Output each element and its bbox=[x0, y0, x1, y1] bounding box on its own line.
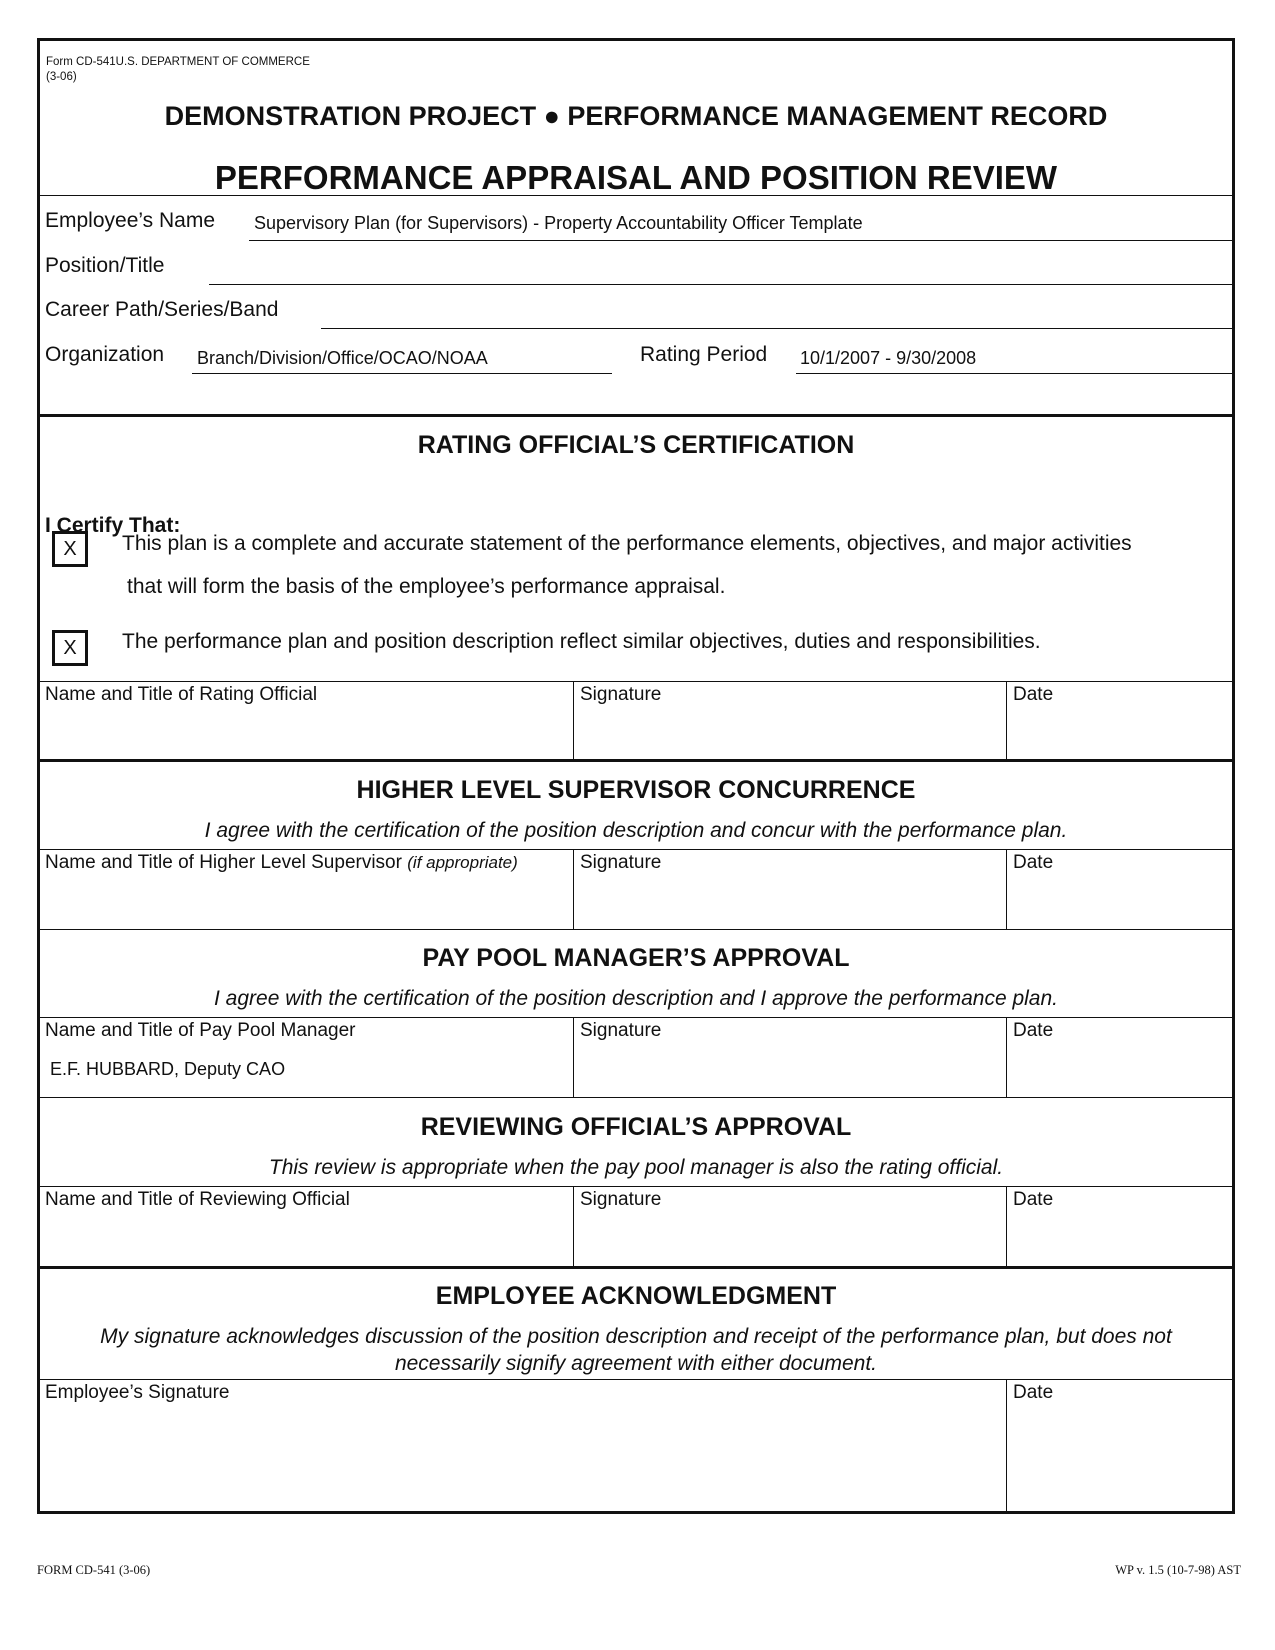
certify-statement-1-line-1: This plan is a complete and accurate statement of the performance elements, objectives, and major activities bbox=[122, 532, 1132, 555]
rating-sig-row-top bbox=[40, 681, 1232, 682]
reviewing-title: REVIEWING OFFICIAL’S APPROVAL bbox=[420, 1113, 852, 1141]
pay-pool-manager-signature-label: Signature bbox=[580, 1020, 662, 1041]
form-title: PERFORMANCE APPRAISAL AND POSITION REVIEW bbox=[214, 159, 1058, 196]
pay-pool-statement: I agree with the certification of the position description and I approve the performance plan. bbox=[214, 987, 1058, 1010]
reviewing-official-date-label: Date bbox=[1013, 1189, 1054, 1210]
reviewing-official-signature-label: Signature bbox=[580, 1189, 662, 1210]
section-divider bbox=[40, 759, 1232, 762]
ack-sig-row-top bbox=[40, 1379, 1232, 1380]
higher-supervisor-signature-label: Signature bbox=[580, 852, 662, 873]
pay-pool-title: PAY POOL MANAGER’S APPROVAL bbox=[422, 944, 850, 972]
review-sig-row-top bbox=[40, 1186, 1232, 1187]
employee-ack-title: EMPLOYEE ACKNOWLEDGMENT bbox=[435, 1282, 837, 1310]
employee-signature-label: Employee’s Signature bbox=[45, 1382, 230, 1403]
pay-pool-manager-name-label: Name and Title of Pay Pool Manager bbox=[45, 1020, 356, 1041]
form-number: Form CD-541U.S. DEPARTMENT OF COMMERCE bbox=[46, 56, 310, 68]
higher-level-title: HIGHER LEVEL SUPERVISOR CONCURRENCE bbox=[356, 776, 916, 804]
employee-name-label: Employee’s Name bbox=[45, 209, 216, 232]
rating-cert-title: RATING OFFICIAL’S CERTIFICATION bbox=[417, 431, 855, 459]
higher-sig-divider-1 bbox=[573, 849, 574, 929]
rating-period-line bbox=[796, 373, 1232, 374]
pay-pool-manager-name-value[interactable]: E.F. HUBBARD, Deputy CAO bbox=[50, 1059, 286, 1079]
paypool-sig-divider-1 bbox=[573, 1017, 574, 1097]
rating-official-signature-label: Signature bbox=[580, 684, 662, 705]
pay-pool-manager-date-label: Date bbox=[1013, 1020, 1054, 1041]
organization-label: Organization bbox=[45, 343, 165, 366]
section-divider bbox=[40, 929, 1232, 930]
certify-checkbox-1[interactable]: X bbox=[52, 531, 88, 567]
rating-period-label: Rating Period bbox=[640, 343, 768, 366]
footer-form-id: FORM CD-541 (3-06) bbox=[37, 1563, 151, 1577]
certify-checkbox-2[interactable]: X bbox=[52, 630, 88, 666]
form-number-block bbox=[46, 55, 310, 85]
section-divider bbox=[40, 1266, 1232, 1269]
higher-sig-row-top bbox=[40, 849, 1232, 850]
higher-supervisor-name-note: (if appropriate) bbox=[407, 853, 518, 872]
rating-sig-divider-1 bbox=[573, 681, 574, 759]
higher-supervisor-name-text: Name and Title of Higher Level Supervisor bbox=[45, 852, 402, 873]
certify-statement-2: The performance plan and position description reflect similar objectives, duties and responsibilities. bbox=[122, 630, 1041, 653]
rating-period-value[interactable]: 10/1/2007 - 9/30/2008 bbox=[800, 348, 977, 368]
reviewing-statement: This review is appropriate when the pay pool manager is also the rating official. bbox=[268, 1156, 1004, 1179]
section-divider bbox=[40, 1097, 1232, 1098]
employee-name-line bbox=[249, 240, 1232, 241]
employee-date-label: Date bbox=[1013, 1382, 1054, 1403]
review-sig-divider-1 bbox=[573, 1186, 574, 1266]
employee-ack-statement: My signature acknowledges discussion of the position description and receipt of the performance plan, but does not necessarily signify agreement with either document. bbox=[100, 1325, 1172, 1375]
header-divider bbox=[40, 195, 1232, 196]
ack-sig-divider bbox=[1006, 1379, 1007, 1511]
position-title-label: Position/Title bbox=[45, 254, 165, 277]
rating-official-date-label: Date bbox=[1013, 684, 1054, 705]
project-title: DEMONSTRATION PROJECT ● PERFORMANCE MANAGEMENT RECORD bbox=[164, 101, 1108, 131]
career-path-label: Career Path/Series/Band bbox=[45, 298, 279, 321]
paypool-sig-row-top bbox=[40, 1017, 1232, 1018]
organization-line bbox=[192, 373, 612, 374]
higher-sig-divider-2 bbox=[1006, 849, 1007, 929]
footer-version: WP v. 1.5 (10-7-98) AST bbox=[1115, 1563, 1241, 1577]
position-title-line bbox=[209, 284, 1232, 285]
review-sig-divider-2 bbox=[1006, 1186, 1007, 1266]
certify-label: I Certify That: bbox=[45, 514, 181, 537]
reviewing-official-name-label: Name and Title of Reviewing Official bbox=[45, 1189, 350, 1210]
rating-official-name-label: Name and Title of Rating Official bbox=[45, 684, 318, 705]
form-revision: (3-06) bbox=[46, 71, 77, 83]
employee-name-value[interactable]: Supervisory Plan (for Supervisors) - Property Accountability Officer Template bbox=[254, 213, 863, 233]
paypool-sig-divider-2 bbox=[1006, 1017, 1007, 1097]
section-divider bbox=[40, 414, 1232, 417]
higher-supervisor-name-label bbox=[45, 852, 518, 874]
organization-value[interactable]: Branch/Division/Office/OCAO/NOAA bbox=[197, 348, 488, 368]
certify-statement-1-line-2: that will form the basis of the employee’s performance appraisal. bbox=[127, 575, 726, 598]
rating-sig-divider-2 bbox=[1006, 681, 1007, 759]
career-path-line bbox=[321, 328, 1232, 329]
higher-level-statement: I agree with the certification of the position description and concur with the performance plan. bbox=[204, 819, 1068, 842]
appraisal-form bbox=[37, 38, 1235, 1514]
higher-supervisor-date-label: Date bbox=[1013, 852, 1054, 873]
